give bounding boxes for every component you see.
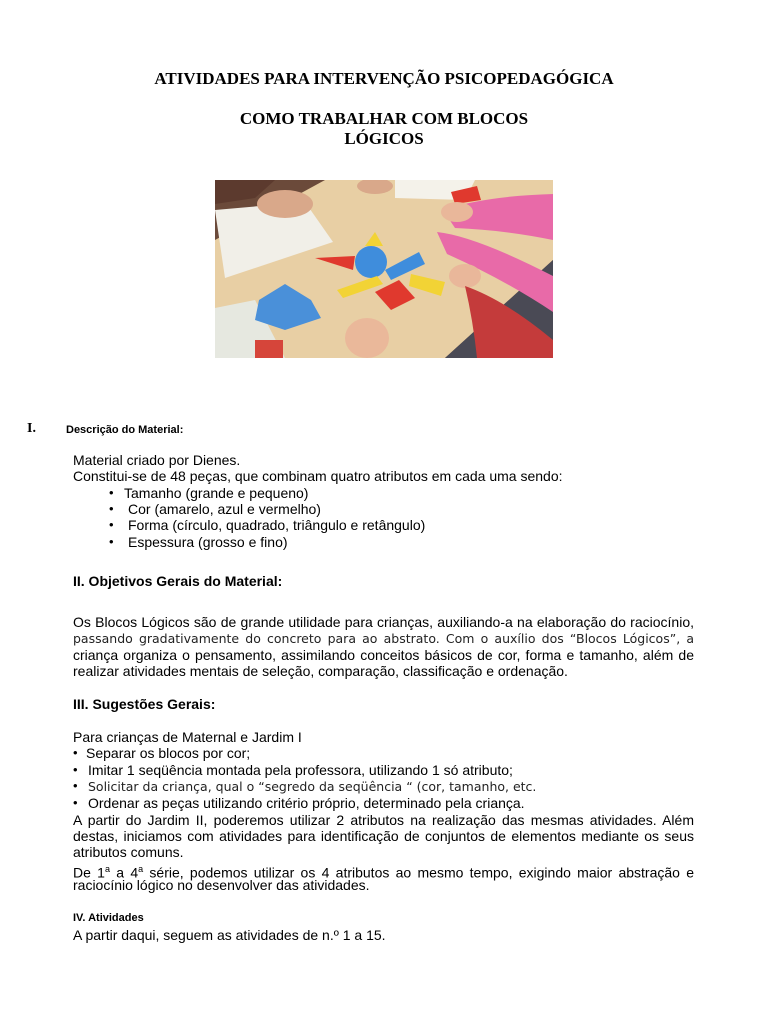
section3-para1-line3: atributos comuns.	[73, 844, 184, 860]
list-item: Cor (amarelo, azul e vermelho)	[128, 501, 321, 517]
section3-para2-line2: raciocínio lógico no desenvolver das atividades.	[73, 877, 370, 893]
bullet-dot: •	[73, 795, 78, 810]
section2-line2: passando gradativamente do concreto para ao abstrato. Com o auxílio dos “Blocos Lógicos”, a	[73, 631, 694, 646]
section1-numeral: I.	[27, 421, 36, 436]
list-item: Espessura (grosso e fino)	[128, 534, 288, 550]
bullet-dot: •	[109, 501, 114, 516]
photo-blue-circle	[355, 246, 387, 278]
list-item: Tamanho (grande e pequeno)	[124, 485, 309, 501]
bullet-dot: •	[109, 517, 114, 532]
para2-sup-a: a	[104, 864, 110, 874]
document-subtitle-line1: COMO TRABALHAR COM BLOCOS	[239, 109, 529, 128]
bullet-dot: •	[73, 778, 78, 793]
section1-heading: Descrição do Material:	[66, 424, 184, 436]
list-item: Imitar 1 seqüência montada pela professora, utilizando 1 só atributo;	[88, 762, 513, 778]
para2-text-mid: a 4	[109, 864, 139, 881]
section3-para1-line1: A partir do Jardim II, poderemos utilizar 2 atributos na realização das mesmas atividades. Além	[73, 812, 694, 828]
para2-text-a: De 1	[73, 864, 105, 881]
list-item: Separar os blocos por cor;	[86, 745, 251, 761]
photo-hand-bottom	[345, 318, 389, 358]
document-title: ATIVIDADES PARA INTERVENÇÃO PSICOPEDAGÓGICA	[154, 69, 614, 88]
photo-hand-right	[449, 264, 481, 288]
photo-red-card	[255, 340, 283, 358]
document-subtitle-line2: LÓGICOS	[344, 129, 424, 148]
section4-heading: IV. Atividades	[73, 912, 144, 924]
list-item: Ordenar as peças utilizando critério próprio, determinado pela criança.	[88, 795, 525, 811]
section2-line4: realizar atividades mentais de seleção, comparação, classificação e ordenação.	[73, 663, 568, 679]
para2-text-rest: série, podemos utilizar os 4 atributos ao mesmo tempo, exigindo maior abstração e	[143, 864, 695, 881]
section4-line: A partir daqui, seguem as atividades de n.º 1 a 15.	[73, 927, 386, 943]
bullet-dot: •	[73, 762, 78, 777]
section3-intro: Para crianças de Maternal e Jardim I	[73, 729, 302, 745]
bullet-dot: •	[109, 534, 114, 549]
para2-sup-b: a	[138, 864, 144, 874]
photo-hand-top-left	[257, 190, 313, 218]
list-item: Forma (círculo, quadrado, triângulo e retângulo)	[128, 517, 426, 533]
list-item: Solicitar da criança, qual o “segredo da seqüência “ (cor, tamanho, etc.	[88, 779, 537, 794]
section3-para1-line2: destas, iniciamos com atividades para identificação de conjuntos de elementos mediante os seus	[73, 828, 694, 844]
section2-line3: criança organiza o pensamento, assimilando conceitos básicos de cor, forma e tamanho, além de	[73, 647, 694, 663]
section2-line1: Os Blocos Lógicos são de grande utilidade para crianças, auxiliando-a na elaboração do raciocínio,	[73, 614, 694, 630]
photo-hand-top-right	[441, 202, 473, 222]
section1-line2: Constitui-se de 48 peças, que combinam quatro atributos em cada uma sendo:	[73, 468, 563, 484]
section1-line1: Material criado por Dienes.	[73, 452, 241, 468]
bullet-dot: •	[73, 745, 78, 760]
photo-children-logic-blocks	[215, 180, 553, 358]
section3-heading: III. Sugestões Gerais:	[73, 696, 216, 712]
section2-heading: II. Objetivos Gerais do Material:	[73, 573, 283, 589]
bullet-dot: •	[109, 485, 114, 500]
